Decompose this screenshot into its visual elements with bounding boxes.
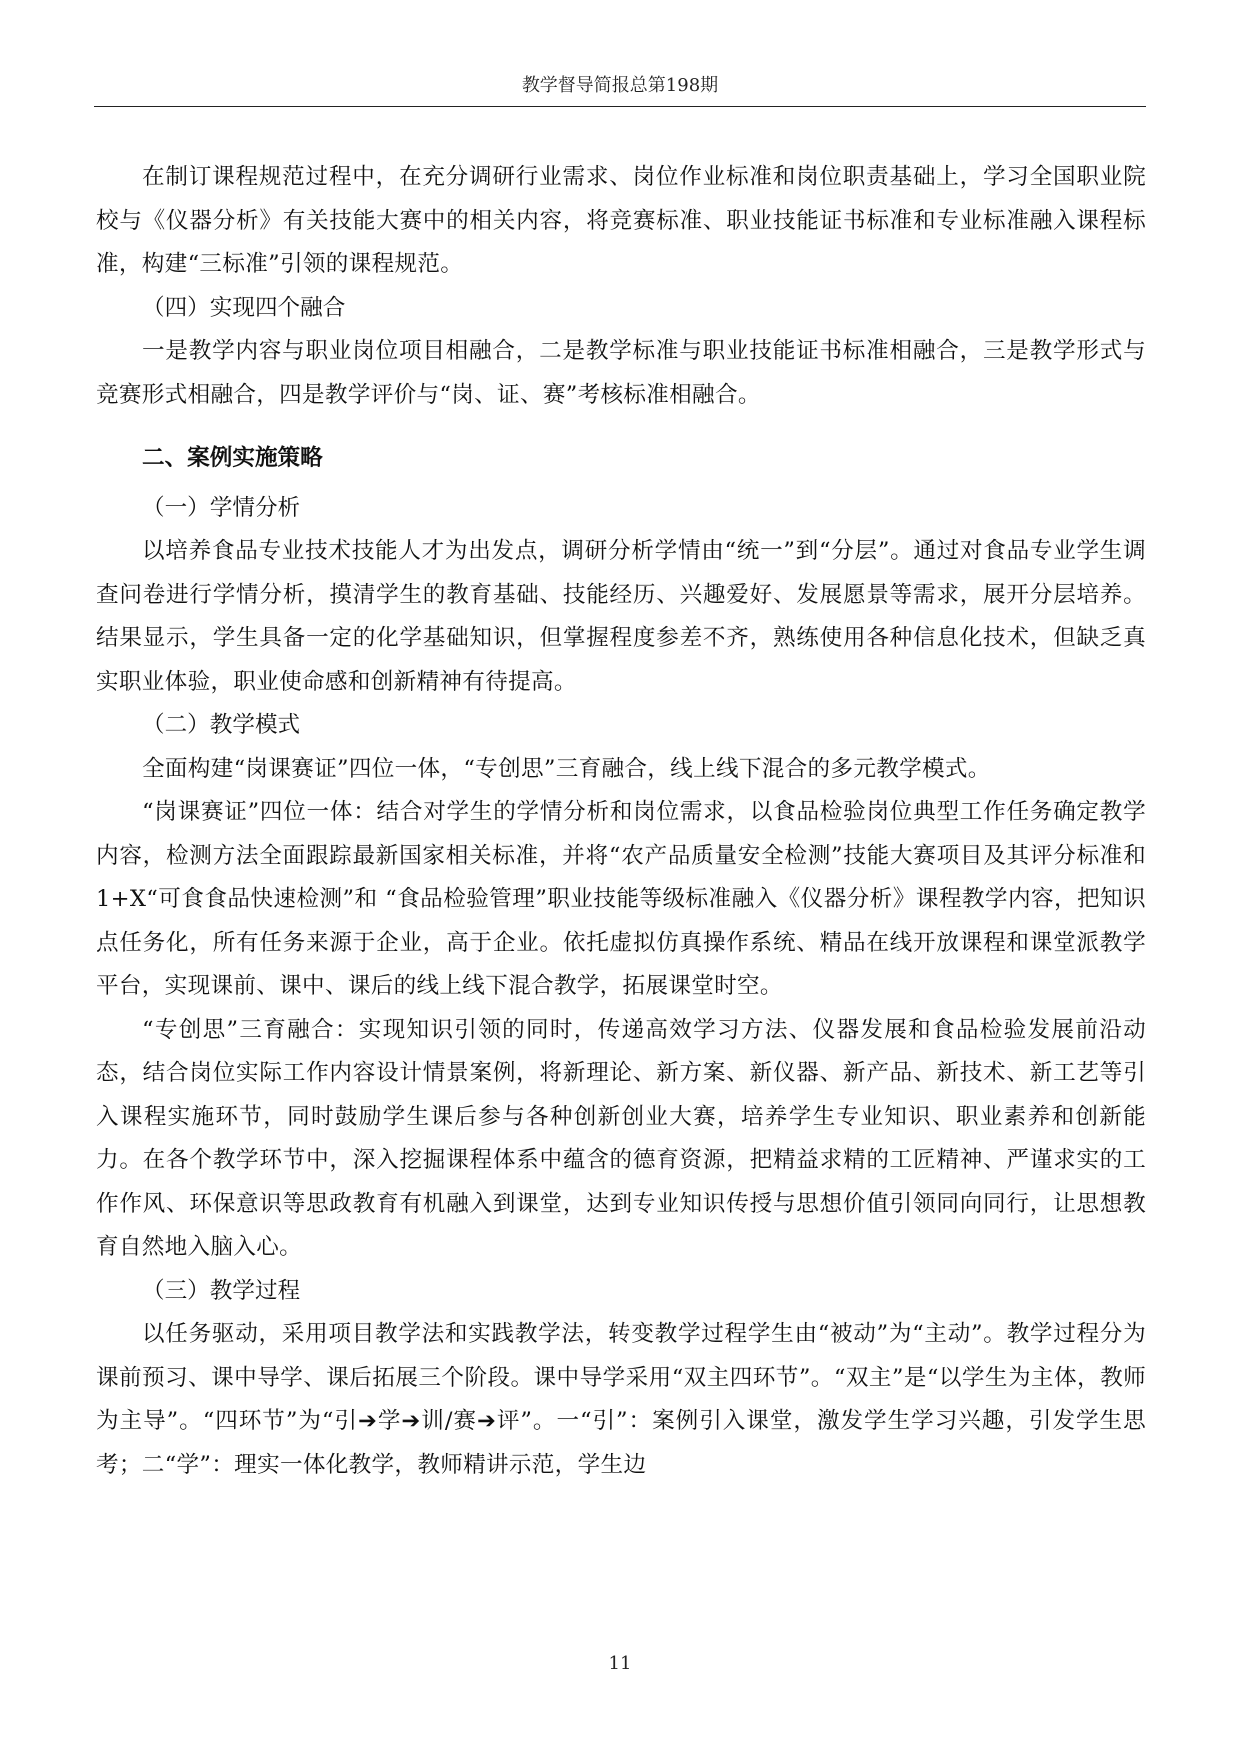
paragraph-three-education-integration: “专创思”三育融合：实现知识引领的同时，传递高效学习方法、仪器发展和食品检验发展前沿动态，结合岗位实际工作内容设计情景案例，将新理论、新方案、新仪器、新产品、新技术、新工艺等引入课程实施环节，同时鼓励学生课后参与各种创新创业大赛，培养学生专业知识、职业素养和创新能力。在各个教学环节中，深入挖掘课程体系中蕴含的德育资源，把精益求精的工匠精神、严谨求实的工作作风、环保意识等思政教育有机融入到课堂，达到专业知识传授与思想价值引领同向同行，让思想教育自然地入脑入心。: [96, 1016, 1146, 1260]
paragraph-four-integrations: 一是教学内容与职业岗位项目相融合，二是教学标准与职业技能证书标准相融合，三是教学形式与竞赛形式相融合，四是教学评价与“岗、证、赛”考核标准相融合。: [96, 338, 1146, 408]
bulletin-header-title: 教学督导简报总第198期: [521, 75, 719, 96]
subheading-teaching-mode: （二）教学模式: [142, 712, 301, 738]
paragraph-post-course-competition-cert: “岗课赛证”四位一体：结合对学生的学情分析和岗位需求，以食品检验岗位典型工作任务确定教学内容，检测方法全面跟踪最新国家相关标准，并将“农产品质量安全检测”技能大赛项目及其评分标准和 1+X“可食食品快速检测”和 “食品检验管理”职业技能等级标准融入《仪器分析》课程教学内容，把知识点任务化，所有任务来源于企业，高于企业。依托虚拟仿真操作系统、精品在线开放课程和课堂派教学平台，实现课前、课中、课后的线上线下混合教学，拓展课堂时空。: [96, 799, 1146, 999]
paragraph-teaching-process: 以任务驱动，采用项目教学法和实践教学法，转变教学过程学生由“被动”为“主动”。教学过程分为课前预习、课中导学、课后拓展三个阶段。课中导学采用“双主四环节”。“双主”是“以学生为主体，教师为主导”。“四环节”为“引➔学➔训/赛➔评”。一“引”：案例引入课堂，激发学生学习兴趣，引发学生思考；二“学”：理实一体化教学，教师精讲示范，学生边: [96, 1321, 1146, 1478]
paragraph-course-standard: 在制订课程规范过程中，在充分调研行业需求、岗位作业标准和岗位职责基础上，学习全国职业院校与《仪器分析》有关技能大赛中的相关内容，将竞赛标准、职业技能证书标准和专业标准融入课程标准，构建“三标准”引领的课程规范。: [96, 164, 1146, 277]
page-number: 11: [608, 1653, 632, 1674]
document-body: [96, 156, 1146, 1487]
paragraph-teaching-mode-intro: 全面构建“岗课赛证”四位一体，“专创思”三育融合，线上线下混合的多元教学模式。: [142, 755, 991, 782]
subheading-four-integrations: （四）实现四个融合: [142, 294, 346, 321]
subheading-learning-analysis: （一）学情分析: [142, 494, 301, 521]
header-divider: [94, 106, 1146, 107]
paragraph-learning-analysis: 以培养食品专业技术技能人才为出发点，调研分析学情由“统一”到“分层”。通过对食品专业学生调查问卷进行学情分析，摸清学生的教育基础、技能经历、兴趣爱好、发展愿景等需求，展开分层培养。结果显示，学生具备一定的化学基础知识，但掌握程度参差不齐，熟练使用各种信息化技术，但缺乏真实职业体验，职业使命感和创新精神有待提高。: [96, 538, 1146, 695]
section-heading-implementation: 二、案例实施策略: [142, 445, 323, 471]
subheading-teaching-process: （三）教学过程: [142, 1277, 301, 1304]
